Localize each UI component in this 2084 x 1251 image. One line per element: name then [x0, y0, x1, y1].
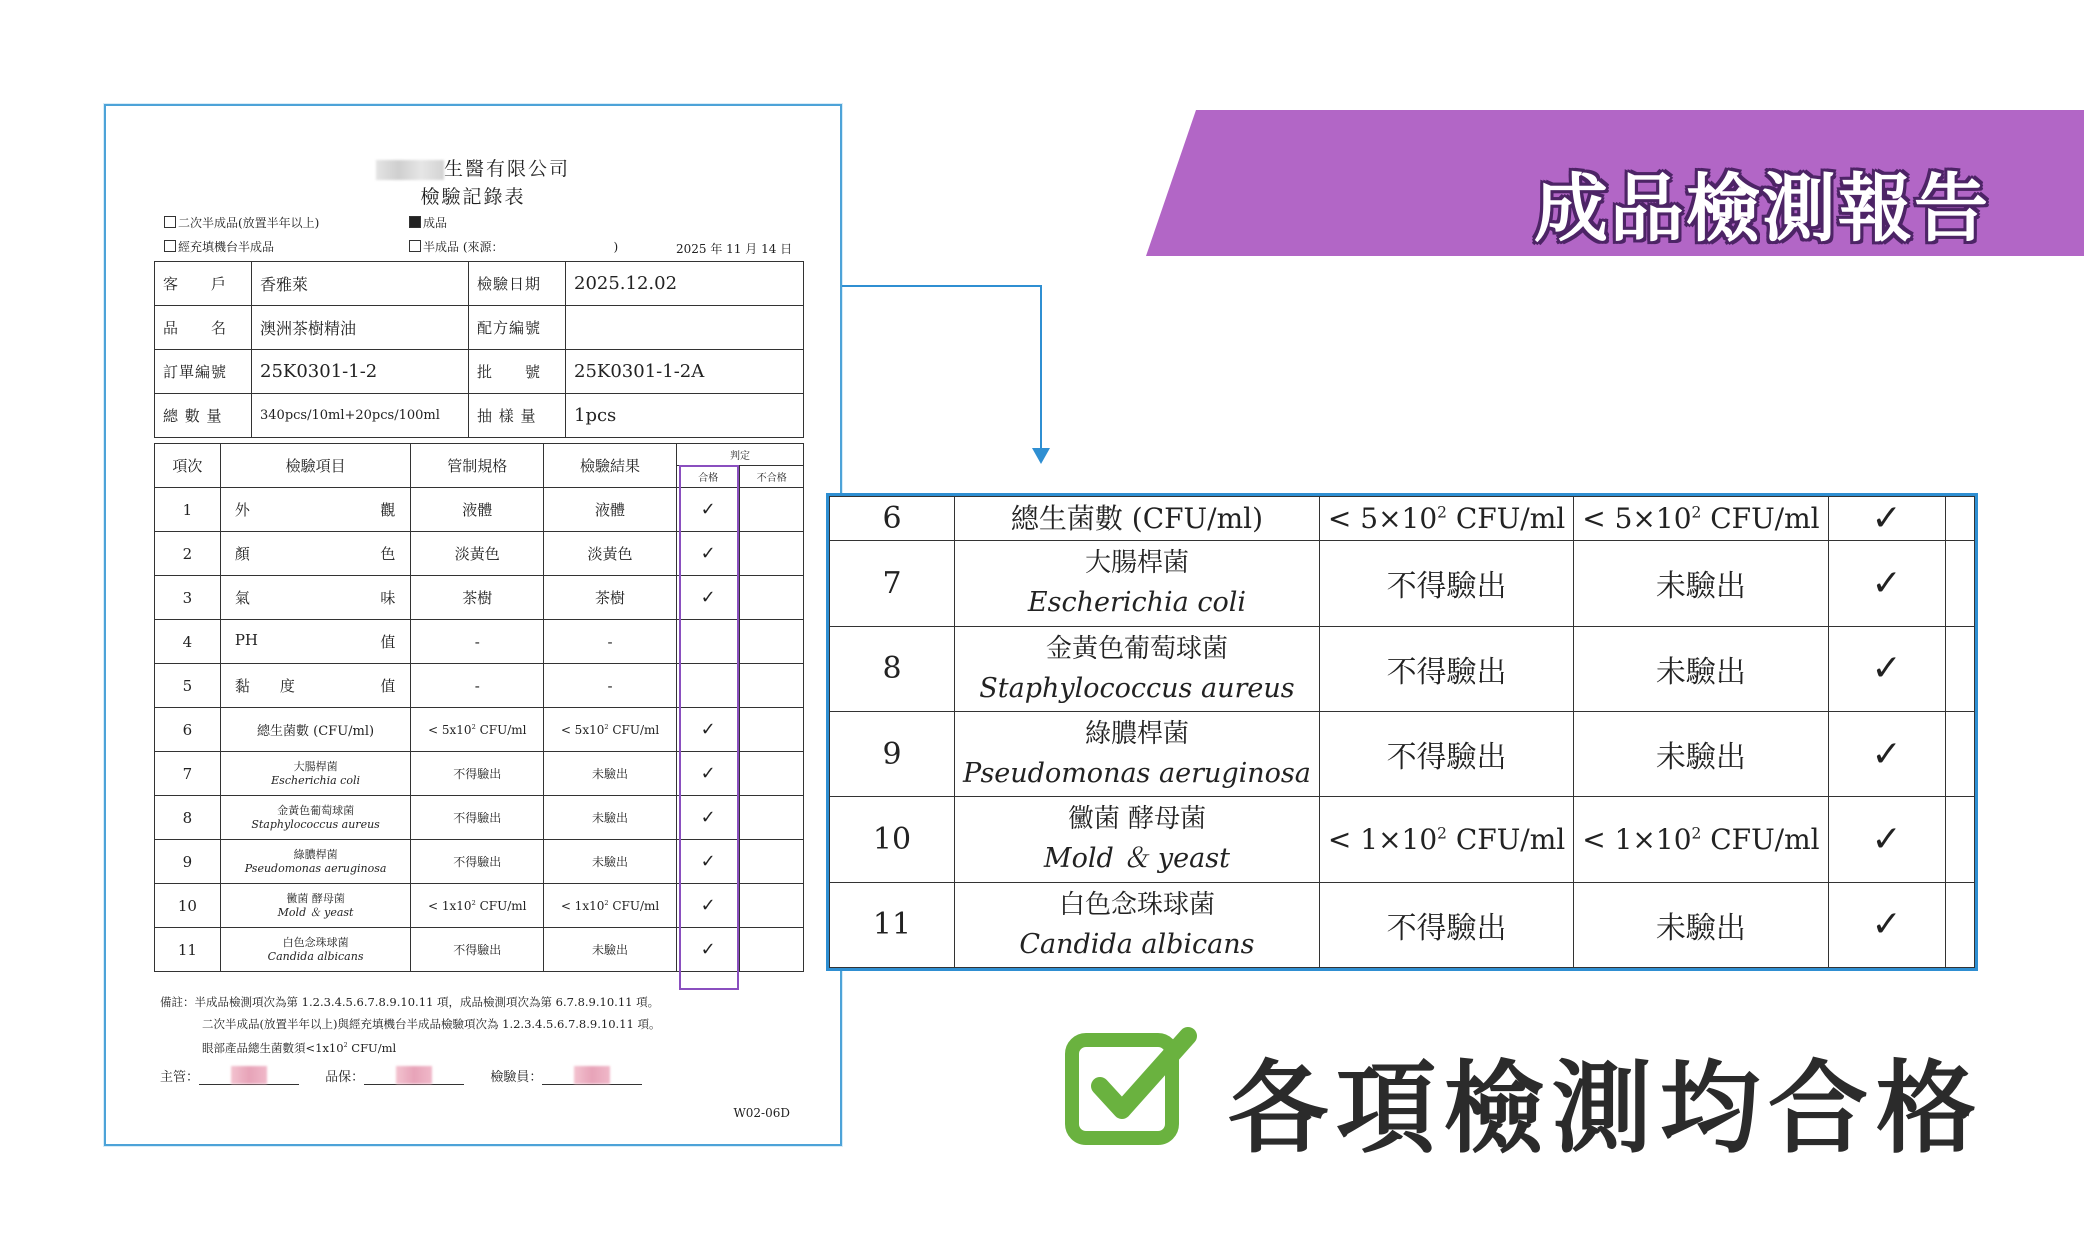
row-spec-text: 不得驗出: [453, 767, 502, 781]
row-result: 液體: [544, 488, 677, 532]
row-item: 總生菌數 (CFU/ml): [220, 708, 411, 752]
zoom-pass-mark: ✓: [1828, 541, 1945, 626]
remark-line-1: 備註：半成品檢測項次為第 1.2.3.4.5.6.7.8.9.10.11 項，成品檢測項次為第 6.7.8.9.10.11 項。: [160, 995, 660, 1009]
order-value: 25K0301-1-2: [252, 350, 469, 394]
row-pass-mark: ✓: [676, 708, 740, 752]
row-spec-text: < 1x10: [428, 898, 472, 913]
item-scientific-name: Candida albicans: [1019, 928, 1255, 960]
item-name: 白色念珠球菌: [282, 935, 349, 949]
row-result: -: [544, 620, 677, 664]
form-code: W02-06D: [733, 1106, 790, 1120]
row-spec: [411, 884, 544, 928]
zoom-spec: [1319, 711, 1573, 796]
row-spec: 淡黃色: [411, 532, 544, 576]
green-checkbox-icon: [1064, 1024, 1198, 1146]
zoom-table-row: [830, 797, 1975, 882]
header-no: 項次: [155, 444, 221, 488]
customer-label: 客 戶: [155, 262, 252, 306]
item-scientific-name: Staphylococcus aureus: [979, 672, 1295, 704]
row-result-unit: CFU/ml: [608, 722, 660, 737]
zoom-item: 總生菌數 (CFU/ml): [955, 497, 1320, 541]
row-item: [220, 884, 411, 928]
zoom-pass-mark: ✓: [1828, 626, 1945, 711]
item-name-tail: 值: [380, 677, 396, 695]
row-result: [544, 840, 677, 884]
zoom-spec-text: 不得驗出: [1386, 740, 1507, 776]
item-scientific-name: Staphylococcus aureus: [251, 817, 380, 831]
row-result: [544, 928, 677, 972]
manager-signature: [199, 1066, 299, 1085]
row-pass-mark: ✓: [676, 928, 740, 972]
zoomed-microbial-table: [826, 493, 1978, 971]
item-name: 外: [234, 501, 250, 519]
signature-row: [160, 1066, 664, 1085]
formula-label: 配方編號: [469, 306, 566, 350]
zoom-result-exp: 2: [1691, 503, 1702, 522]
zoom-result-text: 未驗出: [1655, 569, 1746, 605]
qa-label: 品保：: [325, 1070, 365, 1085]
product-label: 品 名: [155, 306, 252, 350]
row-number: 2: [155, 532, 221, 576]
row-number: 3: [155, 576, 221, 620]
quantity-label: 總 數 量: [155, 394, 252, 438]
row-number: 7: [155, 752, 221, 796]
row-spec-unit: CFU/ml: [475, 898, 527, 913]
table-row: [155, 884, 804, 928]
product-value: 澳洲茶樹精油: [252, 306, 469, 350]
zoom-pass-mark: ✓: [1828, 882, 1945, 967]
company-name: [106, 154, 840, 181]
row-result-text: 未驗出: [592, 811, 629, 825]
batch-label: 批 號: [469, 350, 566, 394]
row-spec: [411, 928, 544, 972]
row-fail-mark: [740, 708, 804, 752]
row-fail-mark: [740, 664, 804, 708]
zoom-result-exp: 2: [1691, 824, 1702, 843]
row-number: 9: [155, 840, 221, 884]
row-number: 6: [155, 708, 221, 752]
zoom-item: [955, 541, 1320, 626]
zoom-spec: [1319, 626, 1573, 711]
item-name: 金黃色葡萄球菌: [277, 803, 355, 817]
zoom-fail-mark: [1945, 497, 1974, 541]
item-name: 綠膿桿菌: [1084, 719, 1189, 750]
item-name: 氣: [234, 589, 250, 607]
row-spec-text: 不得驗出: [453, 811, 502, 825]
zoom-result: [1574, 797, 1828, 882]
row-item: [220, 532, 411, 576]
zoom-item: [955, 711, 1320, 796]
remark-exp: 2: [343, 1042, 348, 1049]
arrow-down-icon: [1032, 448, 1050, 464]
table-row: [155, 664, 804, 708]
table-row: [155, 708, 804, 752]
row-item: [220, 752, 411, 796]
header-spec: 管制規格: [411, 444, 544, 488]
remarks: [160, 991, 660, 1059]
row-item: [220, 928, 411, 972]
zoom-spec: [1319, 797, 1573, 882]
connector-line: [842, 285, 1042, 287]
zoom-spec-text: 不得驗出: [1386, 654, 1507, 690]
qa-signature: [364, 1066, 464, 1085]
zoom-row-number: 8: [830, 626, 955, 711]
zoom-fail-mark: [1945, 711, 1974, 796]
header-result: 檢驗結果: [544, 444, 677, 488]
banner-title: 成品檢測報告: [1534, 166, 1990, 252]
row-fail-mark: [740, 532, 804, 576]
option-label: 半成品 (來源：: [423, 240, 504, 254]
item-scientific-name: Candida albicans: [267, 949, 364, 963]
item-name: 大腸桿菌: [293, 759, 338, 773]
row-spec-text: < 5x10: [428, 722, 472, 737]
option-label: 經充填機台半成品: [178, 240, 275, 254]
zoom-fail-mark: [1945, 541, 1974, 626]
row-result-exp: 2: [604, 722, 609, 731]
item-name-tail: 味: [380, 589, 396, 607]
remark-unit: CFU/ml: [347, 1040, 397, 1055]
redacted-signature: [231, 1066, 267, 1084]
item-name: 黏 度: [234, 677, 295, 695]
row-item: [220, 576, 411, 620]
sample-value: 1pcs: [566, 394, 804, 438]
product-info-table: [154, 261, 804, 438]
zoom-fail-mark: [1945, 797, 1974, 882]
form-date: 2025 年 11 月 14 日: [676, 242, 793, 256]
row-pass-mark: ✓: [676, 532, 740, 576]
row-fail-mark: [740, 796, 804, 840]
remark-line-3: [160, 1035, 660, 1059]
item-scientific-name: Mold ＆ yeast: [1043, 843, 1230, 875]
zoom-spec-text: < 1×10: [1327, 822, 1438, 856]
zoom-table-row: [830, 711, 1975, 796]
row-pass-mark: ✓: [676, 488, 740, 532]
row-result: 淡黃色: [544, 532, 677, 576]
row-item: [220, 620, 411, 664]
row-item: [220, 488, 411, 532]
zoom-result: [1574, 711, 1828, 796]
form-title: 檢驗記錄表: [420, 186, 526, 208]
zoom-item: [955, 626, 1320, 711]
row-result-unit: CFU/ml: [608, 898, 660, 913]
checkbox-icon: [409, 240, 421, 252]
row-item: [220, 796, 411, 840]
table-row: [155, 796, 804, 840]
row-number: 11: [155, 928, 221, 972]
row-fail-mark: [740, 576, 804, 620]
redacted-signature: [396, 1066, 432, 1084]
batch-value: 25K0301-1-2A: [566, 350, 804, 394]
checkbox-icon: [164, 240, 176, 252]
row-spec: -: [411, 620, 544, 664]
zoom-spec-exp: 2: [1437, 503, 1447, 522]
manager-label: 主管：: [160, 1070, 200, 1085]
zoom-item: [955, 882, 1320, 967]
row-number: 1: [155, 488, 221, 532]
table-row: [155, 532, 804, 576]
row-spec: [411, 752, 544, 796]
zoom-row-number: 9: [830, 711, 955, 796]
item-name: 顏: [234, 545, 250, 563]
row-item: [220, 664, 411, 708]
row-pass-mark: [676, 664, 740, 708]
formula-value: [566, 306, 804, 350]
zoom-spec: [1319, 497, 1573, 541]
table-row: [155, 928, 804, 972]
zoom-pass-mark: ✓: [1828, 797, 1945, 882]
zoom-pass-mark: ✓: [1828, 497, 1945, 541]
order-label: 訂單編號: [155, 350, 252, 394]
zoom-result-text: < 5×10: [1582, 502, 1692, 536]
row-spec: 茶樹: [411, 576, 544, 620]
connector-line: [1040, 285, 1042, 450]
redacted-company-prefix: [376, 160, 444, 180]
row-number: 10: [155, 884, 221, 928]
zoom-spec: [1319, 882, 1573, 967]
table-row: [155, 840, 804, 884]
header-pass: 合格: [676, 466, 740, 488]
row-result-text: 未驗出: [592, 855, 629, 869]
header-item: 檢驗項目: [220, 444, 411, 488]
zoom-row-number: 11: [830, 882, 955, 967]
item-scientific-name: Pseudomonas aeruginosa: [963, 758, 1311, 790]
option-semi-source: [409, 238, 618, 255]
zoom-fail-mark: [1945, 882, 1974, 967]
table-row: [155, 752, 804, 796]
row-spec: 液體: [411, 488, 544, 532]
row-fail-mark: [740, 884, 804, 928]
item-scientific-name: Mold ＆ yeast: [277, 905, 354, 919]
header-fail: 不合格: [740, 466, 804, 488]
zoom-table-row: [830, 626, 1975, 711]
zoom-spec: [1319, 541, 1573, 626]
customer-value: 香雅萊: [252, 262, 469, 306]
zoom-fail-mark: [1945, 626, 1974, 711]
zoom-result-text: 未驗出: [1655, 740, 1746, 776]
zoom-row-number: 7: [830, 541, 955, 626]
row-result: [544, 884, 677, 928]
row-spec: [411, 708, 544, 752]
row-result: [544, 796, 677, 840]
row-spec-unit: CFU/ml: [475, 722, 527, 737]
table-row: [155, 488, 804, 532]
zoom-spec-text: 不得驗出: [1386, 910, 1507, 946]
item-scientific-name: Escherichia coli: [271, 773, 360, 787]
row-result-text: 未驗出: [592, 767, 629, 781]
row-number: 8: [155, 796, 221, 840]
test-date-value: 2025.12.02: [566, 262, 804, 306]
row-pass-mark: ✓: [676, 840, 740, 884]
row-number: 4: [155, 620, 221, 664]
row-fail-mark: [740, 752, 804, 796]
zoom-result: [1574, 626, 1828, 711]
zoom-item: [955, 797, 1320, 882]
row-result: [544, 752, 677, 796]
zoom-spec-text: < 5×10: [1327, 502, 1438, 536]
item-name: PH: [234, 631, 258, 649]
zoom-result: [1574, 541, 1828, 626]
row-spec: [411, 840, 544, 884]
remark-text: 眼部產品總生菌數須<1x10: [202, 1040, 344, 1055]
option-secondary-semi: [164, 214, 319, 231]
item-name: 綠膿桿菌: [293, 847, 338, 861]
option-finished: [409, 214, 447, 231]
item-name: 白色念珠球菌: [1058, 889, 1215, 920]
item-name-tail: 色: [380, 545, 396, 563]
zoom-table-row: [830, 882, 1975, 967]
item-name-tail: 值: [380, 633, 396, 651]
zoom-table-row: [830, 541, 1975, 626]
checked-box-icon: [409, 216, 421, 228]
item-scientific-name: Pseudomonas aeruginosa: [244, 861, 387, 875]
row-fail-mark: [740, 840, 804, 884]
row-result: 茶樹: [544, 576, 677, 620]
redacted-signature: [574, 1066, 610, 1084]
test-items-table: [154, 443, 804, 972]
zoom-table-row: [830, 497, 1975, 541]
row-spec: -: [411, 664, 544, 708]
zoom-result-text: 未驗出: [1655, 654, 1746, 690]
row-pass-mark: ✓: [676, 576, 740, 620]
row-pass-mark: ✓: [676, 884, 740, 928]
item-name: 黴菌 酵母菌: [1067, 804, 1207, 835]
option-filled-semi: [164, 238, 274, 255]
row-spec-exp: 2: [471, 722, 476, 731]
conclusion-text: 各項檢測均合格: [1228, 1050, 1984, 1167]
quantity-value: 340pcs/10ml+20pcs/100ml: [252, 394, 469, 438]
zoom-row-number: 6: [830, 497, 955, 541]
table-row: [155, 576, 804, 620]
option-label: 成品: [423, 216, 448, 230]
item-name: 金黃色葡萄球菌: [1045, 633, 1228, 664]
header-judge: 判定: [676, 444, 803, 466]
row-result-text: < 5x10: [560, 722, 605, 737]
company-suffix: 生醫有限公司: [443, 158, 570, 180]
zoom-spec-exp: 2: [1437, 824, 1447, 843]
zoom-result-text: < 1×10: [1582, 822, 1692, 856]
option-label-close: ): [613, 240, 619, 254]
row-result-text: < 1x10: [560, 898, 605, 913]
zoom-result: [1574, 497, 1828, 541]
zoom-result-text: 未驗出: [1655, 910, 1746, 946]
row-pass-mark: ✓: [676, 752, 740, 796]
zoom-result: [1574, 882, 1828, 967]
inspector-signature: [542, 1066, 642, 1085]
item-name: 黴菌 酵母菌: [286, 891, 345, 905]
remark-line-2: 二次半成品(放置半年以上)與經充填機台半成品檢驗項次為 1.2.3.4.5.6.7.8.9.10.11 項。: [202, 1017, 661, 1031]
zoom-row-number: 10: [830, 797, 955, 882]
row-result-exp: 2: [604, 898, 609, 907]
row-number: 5: [155, 664, 221, 708]
row-fail-mark: [740, 928, 804, 972]
row-spec: [411, 796, 544, 840]
row-fail-mark: [740, 620, 804, 664]
table-row: [155, 620, 804, 664]
inspection-record-document: [104, 104, 842, 1146]
sample-label: 抽 樣 量: [469, 394, 566, 438]
row-pass-mark: [676, 620, 740, 664]
item-scientific-name: Escherichia coli: [1027, 587, 1246, 619]
item-name: 大腸桿菌: [1084, 548, 1189, 579]
row-spec-exp: 2: [471, 898, 476, 907]
row-item: [220, 840, 411, 884]
zoom-spec-text: 不得驗出: [1386, 569, 1507, 605]
row-spec-text: 不得驗出: [453, 855, 502, 869]
option-label: 二次半成品(放置半年以上): [178, 216, 320, 230]
inspector-label: 檢驗員：: [490, 1070, 543, 1085]
zoom-spec-unit: CFU/ml: [1446, 822, 1566, 856]
zoom-pass-mark: ✓: [1828, 711, 1945, 796]
zoom-spec-unit: CFU/ml: [1446, 502, 1566, 536]
test-date-label: 檢驗日期: [469, 262, 566, 306]
checkbox-icon: [164, 216, 176, 228]
row-result: -: [544, 664, 677, 708]
row-result-text: 未驗出: [592, 943, 629, 957]
row-result: [544, 708, 677, 752]
zoom-result-unit: CFU/ml: [1701, 502, 1820, 536]
row-pass-mark: ✓: [676, 796, 740, 840]
item-name-tail: 觀: [380, 501, 396, 519]
zoom-result-unit: CFU/ml: [1701, 822, 1820, 856]
row-fail-mark: [740, 488, 804, 532]
row-spec-text: 不得驗出: [453, 943, 502, 957]
